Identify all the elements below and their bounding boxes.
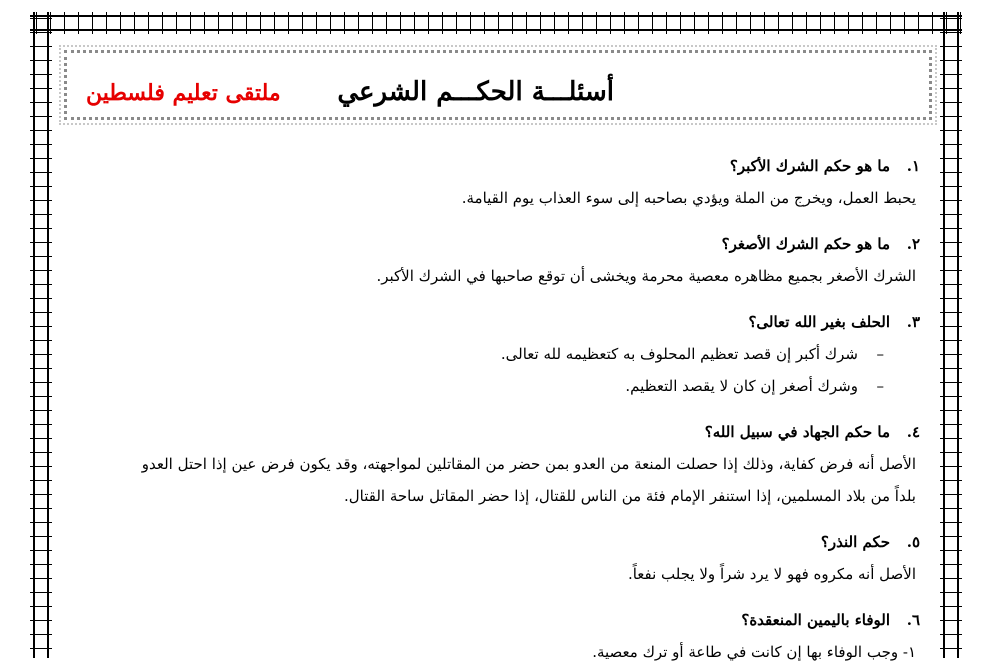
ornamental-border-top [30, 12, 962, 34]
question-heading [70, 150, 920, 182]
ornamental-border-right [940, 12, 962, 658]
answer-bullet [70, 338, 884, 370]
question-number: ٢. [906, 235, 920, 253]
question-heading [70, 604, 920, 636]
question-number: ٣. [906, 313, 920, 331]
question-heading [70, 228, 920, 260]
question-number: ٦. [906, 611, 920, 629]
question-number: ٥. [906, 533, 920, 551]
question-text: ما حكم الجهاد في سبيل الله؟ [704, 423, 890, 441]
answer-text-line: بلداً من بلاد المسلمين، إذا استنفر الإمام فئة من الناس للقتال، إذا حضر المقاتل ساحة القتال. [344, 487, 916, 505]
ornamental-border-left [30, 12, 52, 658]
answer-text-line: الأصل أنه فرض كفاية، وذلك إذا حصلت المنعة من العدو بمن حضر من المقاتلين لمواجهته، وقد يكون فرض عين إذا احتل العدو [141, 455, 916, 473]
questions-list [70, 146, 920, 668]
brand-label: ملتقى تعليم فلسطين [86, 80, 281, 106]
answer-bullet [70, 370, 884, 402]
bullet-marker: – [876, 345, 884, 363]
page-title: أسئلـــة الحكـــم الشرعي [337, 77, 614, 107]
question-heading [70, 526, 920, 558]
question-number: ٤. [906, 423, 920, 441]
question-text: حكم النذر؟ [820, 533, 890, 551]
bullet-text: وشرك أصغر إن كان لا يقصد التعظيم. [625, 377, 858, 395]
bullet-marker: – [876, 377, 884, 395]
answer-text: ١- وجب الوفاء بها إن كانت في طاعة أو ترك معصية. [592, 643, 916, 661]
question-text: ما هو حكم الشرك الأكبر؟ [729, 157, 890, 175]
answer-text: الأصل أنه مكروه فهو لا يرد شراً ولا يجلب نفعاً. [627, 565, 916, 583]
question-heading [70, 306, 920, 338]
question-text: الحلف بغير الله تعالى؟ [748, 313, 890, 331]
question-heading [70, 416, 920, 448]
question-text: ما هو حكم الشرك الأصغر؟ [721, 235, 890, 253]
answer-text: الشرك الأصغر بجميع مظاهره معصية محرمة ويخشى أن توقع صاحبها في الشرك الأكبر. [376, 267, 916, 285]
answer-text: يحبط العمل، ويخرج من الملة ويؤدي بصاحبه إلى سوء العذاب يوم القيامة. [461, 189, 916, 207]
bullet-text: شرك أكبر إن قصد تعظيم المحلوف به كتعظيمه لله تعالى. [500, 345, 858, 363]
question-text: الوفاء باليمين المنعقدة؟ [741, 611, 890, 629]
question-number: ١. [906, 157, 920, 175]
